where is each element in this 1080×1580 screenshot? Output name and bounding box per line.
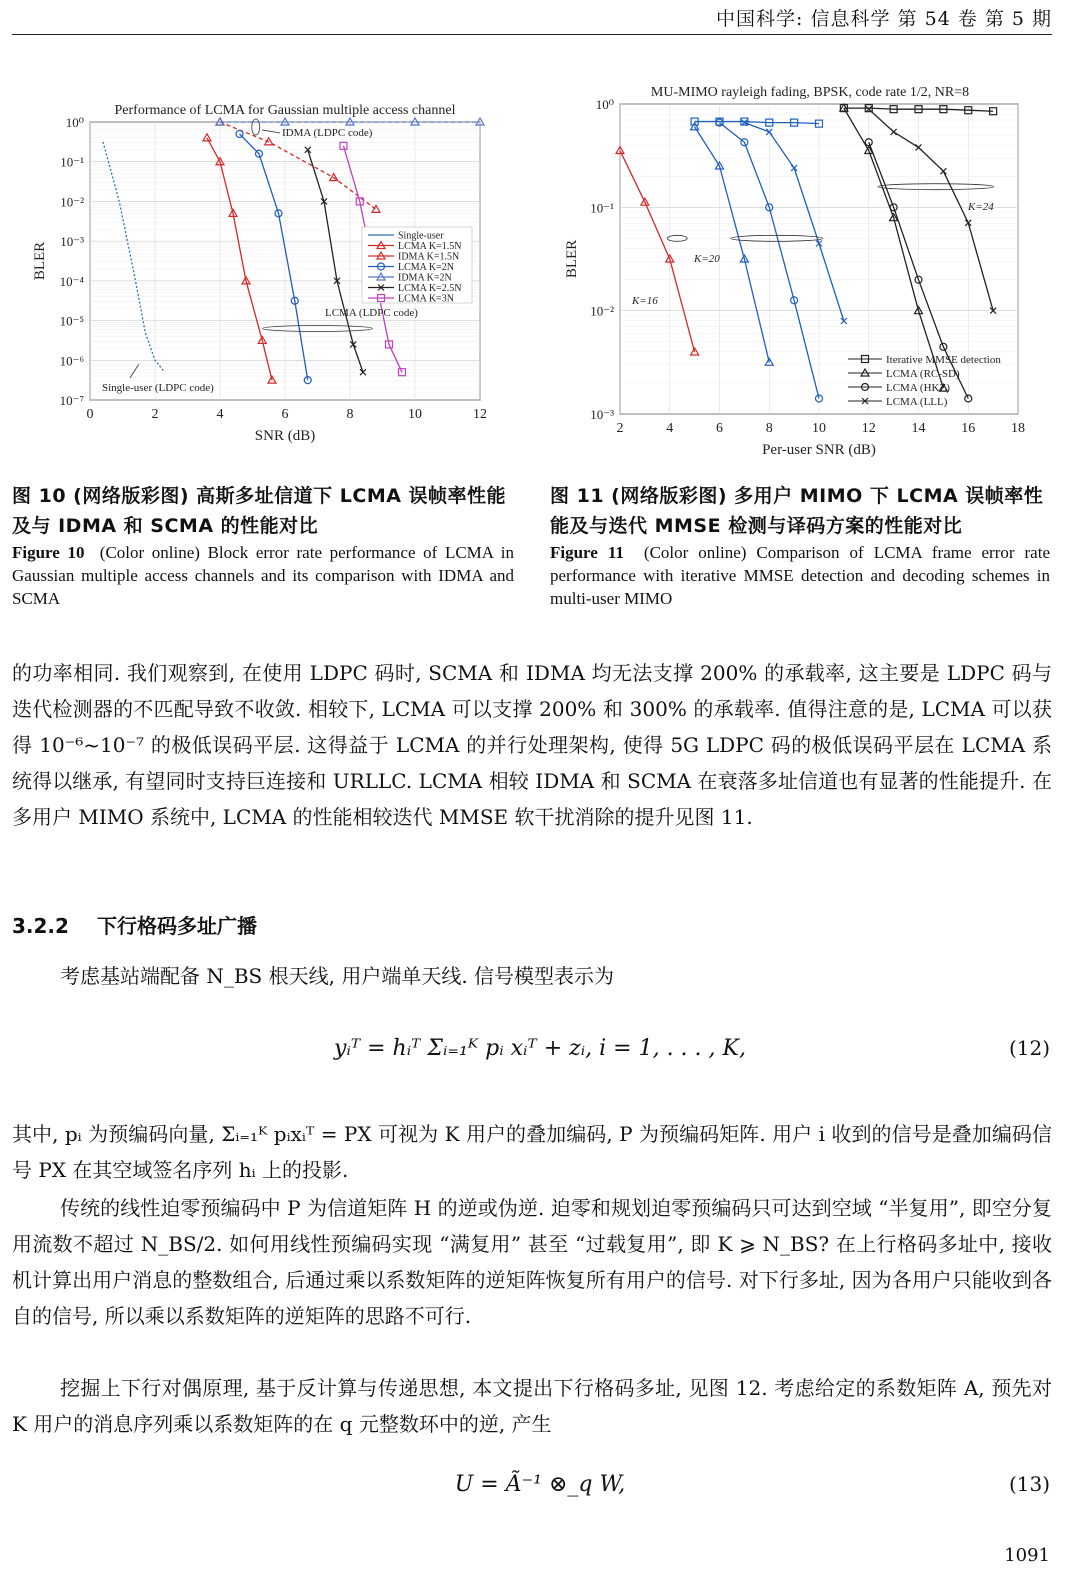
annotation-k20: K=20 <box>694 253 720 265</box>
paragraph-5: 挖掘上下行对偶原理, 基于反计算与传递思想, 本文提出下行格码多址, 见图 12. 考虑给定的系数矩阵 A, 预先对 K 用户的消息序列乘以系数矩阵的在 q 元整数环中的逆, 产生 <box>12 1376 1052 1436</box>
x-tick-label: 10 <box>812 421 826 436</box>
x-tick-label: 16 <box>961 421 976 436</box>
x-tick-label: 6 <box>716 421 723 436</box>
data-point <box>940 168 946 174</box>
y-tick-label: 10⁻⁵ <box>59 313 84 329</box>
y-tick-label: 10⁻² <box>590 303 614 319</box>
y-tick-label: 10⁻⁷ <box>59 393 84 408</box>
legend-label: LCMA (LLL) <box>886 396 948 408</box>
x-tick-label: 14 <box>911 421 926 436</box>
series-line <box>620 151 695 353</box>
x-tick-label: 8 <box>765 421 773 436</box>
legend-label: LCMA K=1.5N <box>398 241 462 252</box>
paragraph-1: 的功率相同. 我们观察到, 在使用 LDPC 码时, SCMA 和 IDMA 均无法支撑 200% 的承载率, 这主要是 LDPC 码与迭代检测器的不匹配导致不收敛. 相较下, LCMA 可以支撑 200% 和 300% 的承载率. 值得注意的是, LCMA 可以获得 10⁻⁶~10⁻⁷ 的极低误码平层. 这得益于 LCMA 的并行处理架构, 使得 5G LDPC 码的极低误码平层在 LCMA 系统得以继承, 有望同时支持巨连接和 URLLC. LCMA 相较 IDMA 和 SCMA 在衰落多址信道也有显著的性能提升. 在多用户 MIMO 系统中, LCMA 的性能相较迭代 MMSE 软干扰消除的提升见图 11. <box>12 661 1052 829</box>
data-point <box>372 205 380 212</box>
x-tick-label: 0 <box>86 407 94 422</box>
y-tick-label: 10⁻³ <box>60 234 84 250</box>
figure-11-caption-en <box>550 541 1050 610</box>
legend-label: LCMA K=2.5N <box>398 283 462 294</box>
equation-12-body: yᵢᵀ = hᵢᵀ Σᵢ₌₁ᴷ pᵢ xᵢᵀ + zᵢ, i = 1, . . . , K, <box>334 1036 746 1061</box>
figure-11-caption-zh: 图 11 (网络版彩图) 多用户 MIMO 下 LCMA 误帧率性能及与迭代 MMSE 检测与译码方案的性能对比 <box>550 485 1044 537</box>
y-tick-label: 10⁻⁶ <box>59 353 84 369</box>
legend-label: LCMA (HKZ) <box>886 382 950 394</box>
y-tick-label: 10⁻¹ <box>590 200 614 216</box>
annotation-ellipse-k24 <box>878 184 994 190</box>
section-title: 下行格码多址广播 <box>96 914 257 938</box>
legend-label: IDMA K=1.5N <box>398 251 460 263</box>
x-tick-label: 4 <box>216 407 224 422</box>
figure-10-svg <box>30 80 500 450</box>
figure-10-caption-zh: 图 10 (网络版彩图) 高斯多址信道下 LCMA 误帧率性能及与 IDMA 和 SCMA 的性能对比 <box>12 485 507 537</box>
annotation-single-user: Single-user (LDPC code) <box>102 382 214 394</box>
figure-11-caption-en-text: (Color online) Comparison of LCMA frame error rate performance with iterative MMSE detection and decoding schemes in multi-user MIMO <box>550 543 1050 608</box>
chart-title: Performance of LCMA for Gaussian multiple access channel <box>114 103 456 118</box>
annotation-pointer <box>262 130 280 133</box>
data-point <box>340 142 347 149</box>
x-axis-label: SNR (dB) <box>254 428 316 444</box>
paragraph-2: 考虑基站端配备 N_BS 根天线, 用户端单天线. 信号模型表示为 <box>60 964 615 988</box>
annotation-ellipse-lcma <box>263 326 373 332</box>
running-title: 中国科学: 信息科学 第 54 卷 第 5 期 <box>716 8 1052 30</box>
data-point <box>891 129 897 135</box>
annotation-idma: IDMA (LDPC code) <box>282 127 373 139</box>
legend-label: LCMA K=3N <box>398 293 454 305</box>
y-axis-label: BLER <box>564 239 580 279</box>
section-heading <box>12 910 257 939</box>
y-tick-label: 10⁻⁴ <box>59 273 84 289</box>
figure-10-chart <box>30 80 500 450</box>
paragraph-3: 其中, pᵢ 为预编码向量, Σᵢ₌₁ᴷ pᵢxᵢᵀ = PX 可视为 K 用户的叠加编码, P 为预编码矩阵. 用户 i 收到的信号是叠加编码信号 PX 在其空域签名序列 hᵢ 上的投影. <box>12 1122 1052 1182</box>
y-tick-label: 10⁻² <box>60 194 84 210</box>
chart-title: MU-MIMO rayleigh fading, BPSK, code rate 1/2, NR=8 <box>650 85 970 100</box>
y-tick-label: 10⁻³ <box>590 407 614 422</box>
section-number: 3.2.2 <box>12 914 69 938</box>
legend-label: LCMA K=2N <box>398 262 454 273</box>
y-tick-label: 10⁰ <box>65 115 84 130</box>
x-tick-label: 2 <box>616 421 624 436</box>
x-tick-label: 4 <box>666 421 674 436</box>
legend-label: IDMA K=2N <box>398 272 452 284</box>
annotation-lcma: LCMA (LDPC code) <box>325 307 418 319</box>
x-tick-label: 18 <box>1011 421 1025 436</box>
x-axis-label: Per-user SNR (dB) <box>762 442 876 458</box>
paragraph-4: 传统的线性迫零预编码中 P 为信道矩阵 H 的逆或伪逆. 迫零和规划迫零预编码只可达到空域 “半复用”, 即空分复用流数不超过 N_BS/2. 如何用线性预编码实现 “满复用” 甚至 “过载复用”, 即 K ⩾ N_BS? 在上行格码多址中, 接收机计算出用户消息的整数组合, 后通过乘以系数矩阵的逆矩阵恢复所有用户的信号. 对下行多址, 因为各用户只能收到各自的信号, 所以乘以系数矩阵的逆矩阵的思路不可行. <box>12 1196 1052 1328</box>
x-tick-label: 12 <box>861 421 876 436</box>
x-tick-label: 2 <box>151 407 159 422</box>
series-line <box>695 122 819 124</box>
x-tick-label: 10 <box>408 407 422 422</box>
annotation-k24: K=24 <box>968 201 994 213</box>
y-tick-label: 10⁰ <box>595 97 614 112</box>
figure-10-caption <box>12 481 514 610</box>
equation-13-body: U = Ã⁻¹ ⊗_q W, <box>454 1472 626 1497</box>
annotation-k16: K=16 <box>632 295 658 307</box>
y-tick-label: 10⁻¹ <box>60 154 84 170</box>
legend-label: Iterative MMSE detection <box>886 354 1001 366</box>
page-number: 1091 <box>1004 1545 1050 1566</box>
legend-label: Single-user <box>398 230 444 242</box>
equation-12-number: (12) <box>1008 1036 1050 1060</box>
y-axis-label: BLER <box>32 241 48 281</box>
legend-label: LCMA (RC-SD) <box>886 368 960 380</box>
equation-13 <box>0 1472 1080 1497</box>
series-line <box>744 123 844 321</box>
series-line <box>844 108 944 388</box>
x-tick-label: 6 <box>281 407 289 422</box>
figure-11-chart <box>560 72 1040 462</box>
figure-11-label: Figure 11 <box>550 543 624 562</box>
x-tick-label: 12 <box>473 407 487 422</box>
figure-10-label: Figure 10 <box>12 543 85 562</box>
data-point <box>791 165 797 171</box>
series-line <box>695 127 770 363</box>
running-header <box>12 0 1052 35</box>
figure-10-caption-en <box>12 541 514 610</box>
figure-11-caption <box>550 481 1050 610</box>
equation-13-number: (13) <box>1008 1472 1050 1496</box>
x-tick-label: 8 <box>346 407 354 422</box>
figure-10-caption-en-text: (Color online) Block error rate performance of LCMA in Gaussian multiple access channels and its comparison with IDMA and SCMA <box>12 543 514 608</box>
equation-12 <box>0 1036 1080 1061</box>
data-point <box>691 123 699 130</box>
data-point <box>203 134 211 141</box>
figure-11-svg <box>560 72 1040 462</box>
